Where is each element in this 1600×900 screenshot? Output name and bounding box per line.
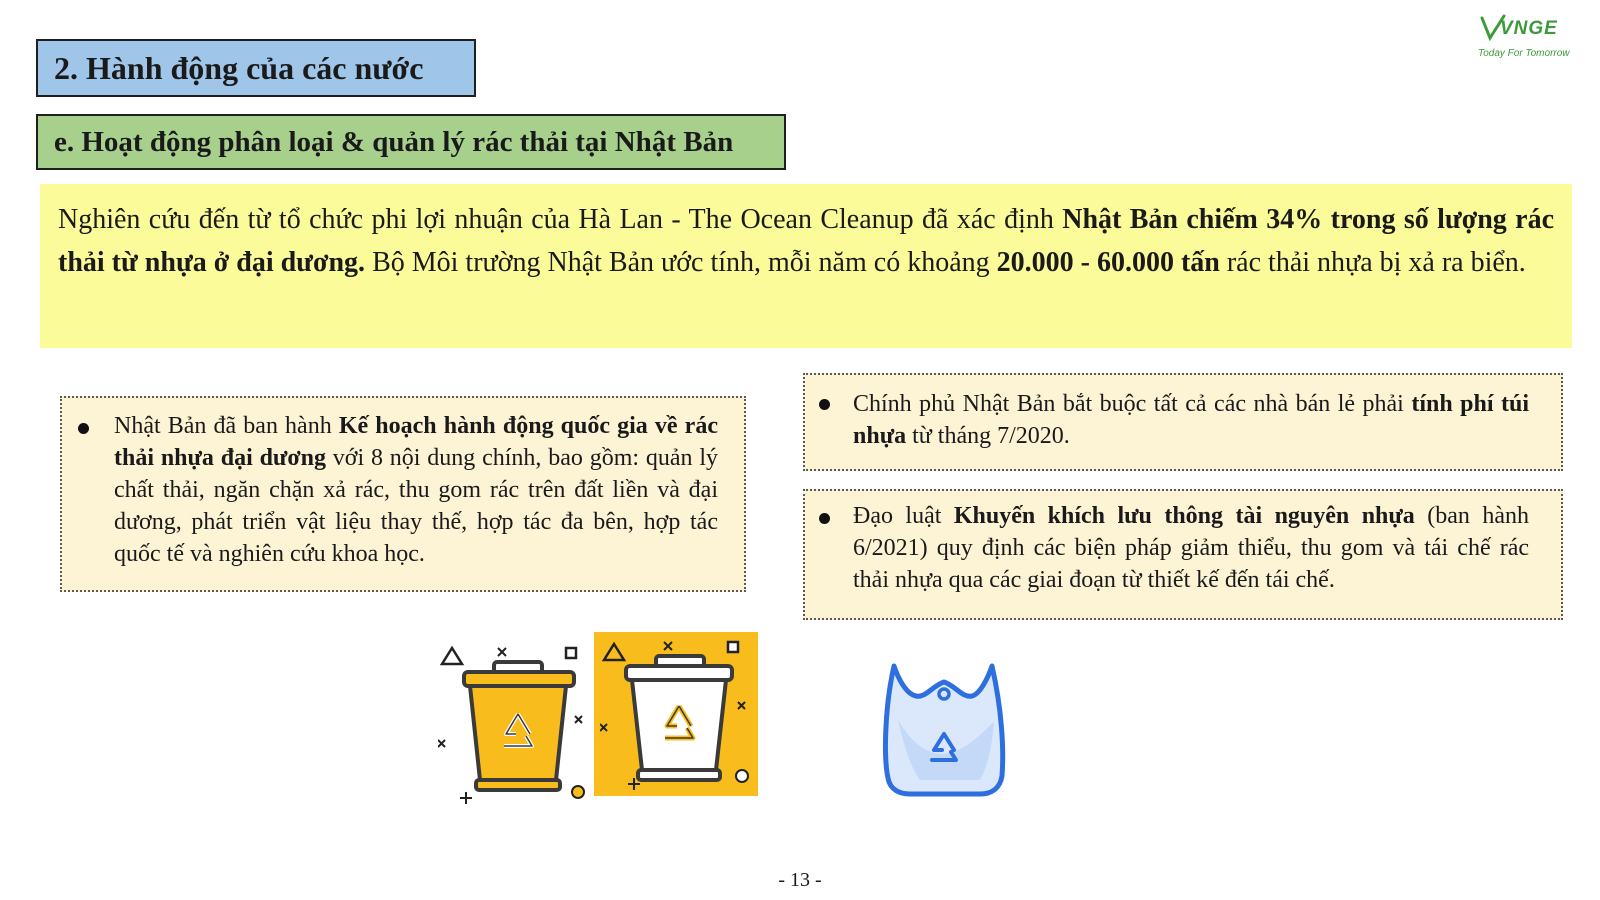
logo-name: VNGE	[1500, 18, 1558, 39]
note-action-plan-text	[114, 410, 718, 570]
intro-box	[40, 184, 1572, 348]
note-bag-fee-text	[853, 388, 1529, 452]
note-plastic-law	[803, 489, 1563, 620]
note-bag-fee	[803, 373, 1563, 471]
intro-text-2: Bộ Môi trường Nhật Bản ước tính, mỗi năm có khoảng	[365, 247, 997, 278]
recycle-bin-yellow-icon	[600, 640, 756, 792]
note-r2-bold: Khuyến khích lưu thông tài nguyên nhựa	[953, 503, 1415, 529]
note-r2-text-2: (ban hành 6/2021) quy định các biện pháp giảm thiểu, thu gom và tái chế rác thải nhựa qua các giai đoạn từ thiết kế đến tái chế.	[853, 503, 1529, 593]
plastic-bag-recycle-icon	[880, 650, 1008, 802]
vnge-logo	[1478, 14, 1596, 68]
bullet-icon	[78, 423, 89, 434]
intro-bold-2: 20.000 - 60.000 tấn	[996, 247, 1220, 278]
logo-tagline: Today For Tomorrow	[1478, 48, 1570, 59]
bullet-icon	[819, 399, 830, 410]
note-r2-text-1: Đạo luật	[853, 503, 954, 529]
intro-text-1: Nghiên cứu đến từ tổ chức phi lợi nhuận của Hà Lan - The Ocean Cleanup đã xác định	[58, 204, 1063, 235]
note-r1-text-1: Chính phủ Nhật Bản bắt buộc tất cả các nhà bán lẻ phải	[853, 391, 1412, 417]
note-r1-text-2: từ tháng 7/2020.	[906, 423, 1070, 449]
note-left-text-2: với 8 nội dung chính, bao gồm: quản lý chất thải, ngăn chặn xả rác, thu gom rác trên đất liền và đại dương, phát triển vật liệu thay thế, hợp tác đa bên, hợp tác quốc tế và nghiên cứu khoa học.	[114, 445, 718, 567]
recycle-bin-icon	[438, 642, 602, 810]
bullet-icon	[819, 513, 830, 524]
note-left-bold: Kế hoạch hành động quốc gia về rác thải nhựa đại dương	[114, 413, 718, 471]
subsection-heading: e. Hoạt động phân loại & quản lý rác thải tại Nhật Bản	[36, 114, 786, 170]
note-r1-bold: tính phí túi nhựa	[853, 391, 1530, 449]
note-left-text-1: Nhật Bản đã ban hành	[114, 413, 339, 439]
note-action-plan	[60, 396, 746, 592]
intro-text-3: rác thải nhựa bị xả ra biển.	[1219, 247, 1526, 278]
intro-bold-1: Nhật Bản chiếm 34% trong số lượng rác thải từ nhựa ở đại dương.	[58, 204, 1555, 278]
note-plastic-law-text	[853, 500, 1529, 596]
page-number: - 13 -	[778, 869, 822, 891]
section-heading: 2. Hành động của các nước	[36, 39, 476, 97]
